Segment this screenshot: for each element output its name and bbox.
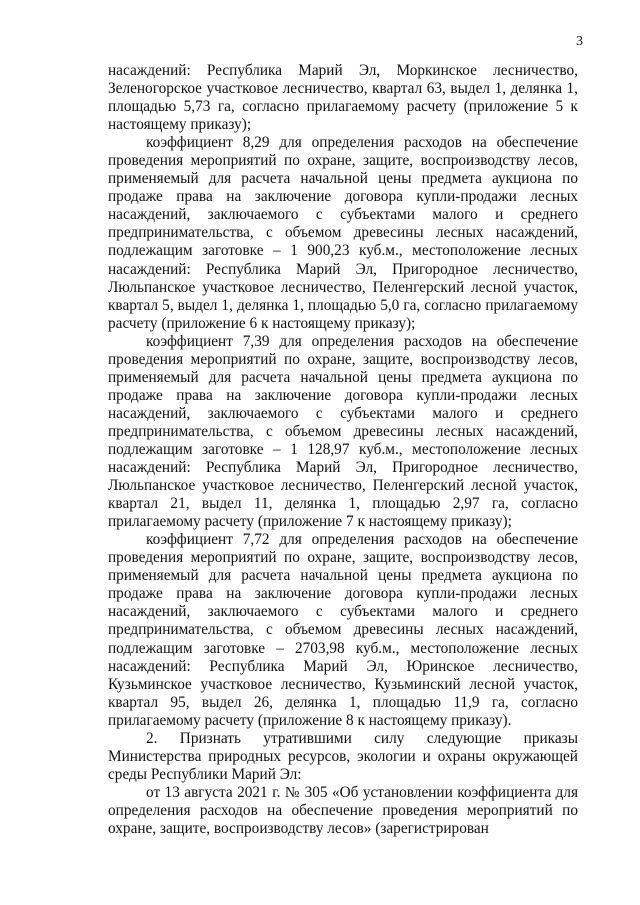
- paragraph-continuation: насаждений: Республика Марий Эл, Моркинское лесничество, Зеленогорское участковое лесничество, квартал 63, выдел 1, делянка 1, площадью 5,73 га, согласно прилагаемому расчету (приложение 5 к настоящему приказу);: [108, 62, 578, 134]
- paragraph-coefficient-7-39: коэффициент 7,39 для определения расходов на обеспечение проведения мероприятий по охране, защите, воспроизводству лесов, применяемый для расчета начальной цены предмета аукциона по продаже права на заключение договора купли-продажи лесных насаждений, заключаемого с субъектами малого и среднего предпринимательства, с объемом древесины лесных насаждений, подлежащим заготовке – 1 128,97 куб.м., местоположение лесных насаждений: Республика Марий Эл, Пригородное лесничество, Люльпанское участковое лесничество, Пеленгерский лесной участок, квартал 21, выдел 11, делянка 1, площадью 2,97 га, согласно прилагаемому расчету (приложение 7 к настоящему приказу);: [108, 332, 578, 531]
- paragraph-coefficient-7-72: коэффициент 7,72 для определения расходов на обеспечение проведения мероприятий по охране, защите, воспроизводству лесов, применяемый для расчета начальной цены предмета аукциона по продаже права на заключение договора купли-продажи лесных насаждений, заключаемого с субъектами малого и среднего предпринимательства, с объемом древесины лесных насаждений, подлежащим заготовке – 2703,98 куб.м., местоположение лесных насаждений: Республика Марий Эл, Юринское лесничество, Кузьминское участковое лесничество, Кузьминский лесной участок, квартал 95, выдел 26, делянка 1, площадью 11,9 га, согласно прилагаемому расчету (приложение 8 к настоящему приказу).: [108, 531, 578, 729]
- page-number: 3: [576, 34, 583, 49]
- paragraph-order-305: от 13 августа 2021 г. № 305 «Об установлении коэффициента для определения расходов на обеспечение проведения мероприятий по охране, защите, воспроизводству лесов» (зарегистрирован: [108, 783, 578, 837]
- document-body: [108, 62, 578, 838]
- paragraph-coefficient-8-29: коэффициент 8,29 для определения расходов на обеспечение проведения мероприятий по охране, защите, воспроизводству лесов, применяемый для расчета начальной цены предмета аукциона по продаже права на заключение договора купли-продажи лесных насаждений, заключаемого с субъектами малого и среднего предпринимательства, с объемом древесины лесных насаждений, подлежащим заготовке – 1 900,23 куб.м., местоположение лесных насаждений: Республика Марий Эл, Пригородное лесничество, Люльпанское участковое лесничество, Пеленгерский лесной участок, квартал 5, выдел 1, делянка 1, площадью 5,0 га, согласно прилагаемому расчету (приложение 6 к настоящему приказу);: [108, 134, 578, 332]
- paragraph-item-2: 2. Признать утратившими силу следующие приказы Министерства природных ресурсов, экологии и охраны окружающей среды Республики Марий Эл:: [108, 729, 578, 783]
